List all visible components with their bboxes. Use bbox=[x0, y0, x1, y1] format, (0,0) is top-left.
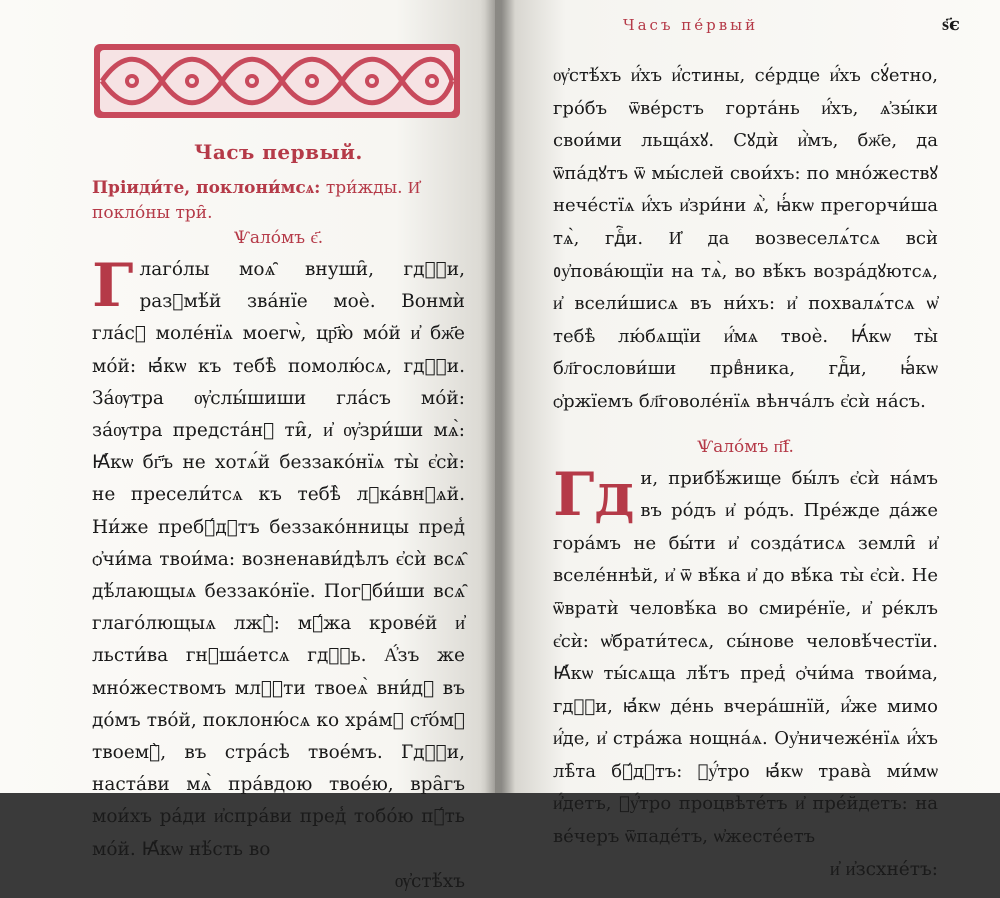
psalm-heading-89: Ѱало́мъ п҃f. bbox=[697, 436, 794, 457]
drop-cap-right: Гд bbox=[553, 459, 635, 530]
running-head: Часъ пе́рвый bbox=[623, 16, 759, 34]
invitation-text: Пріиди́те, поклони́мсѧ: bbox=[92, 178, 321, 198]
psalm-89-text bbox=[553, 459, 938, 854]
catchword-right: и҆ и҆зсхне́тъ: bbox=[829, 858, 938, 880]
psalm-heading-5: Ѱало́мъ є҃. bbox=[233, 228, 324, 248]
drop-cap: Г bbox=[92, 251, 134, 321]
psalm-5-continuation: ѹ҆стѣ́хъ и҆́хъ и҆́стины, се́рдце и҆́хъ сꙋ́етно, гро́бъ ѿве́рстъ горта́нь и҆́хъ, ѧ҆зы́ки свои́ми льща́хꙋ. Сꙋдѝ и҆̀мъ, бж҃е, да ѿпа́дꙋтъ ѿ мы́слей свои́хъ: по мно́жествꙋ нече́стїѧ и҆́хъ и҆зри́ни ѧ҆̀, ꙗ҆́кѡ прегорчи́ша тѧ̀, гдⷭ҇и. И҆ да возвеселѧ́тсѧ всѝ ᲂу҆пова́ющїи на тѧ̀, во вѣ́къ возра́дꙋютсѧ, и҆ всели́шисѧ въ ни́хъ: и҆ похвалѧ́тсѧ ѡ҆ тебѣ̀ лю́бѧщїи и҆́мѧ твоѐ. Ꙗ҆́кѡ ты̀ бл҃гослови́ши првⷣника, гдⷭ҇и, ꙗ҆́кѡ ѻ҆ржїемъ бл҃говоле́нїѧ вѣнча́лъ є҆сѝ на́съ. bbox=[553, 65, 938, 412]
page-number: ѕ҃є bbox=[942, 14, 960, 35]
ornamental-headpiece bbox=[92, 42, 462, 120]
psalm-5-text bbox=[92, 251, 465, 866]
chapter-title: Часъ первый. bbox=[194, 140, 363, 164]
psalm-89-body: и, прибѣ́жище бы́лъ є҆сѝ на́мъ въ ро́дъ и҆ ро́дъ. Пре́жде да́же гора́мъ не бы́ти и҆ созда́тисѧ земли̑ и҆ вселе́ннѣй, и҆ ѿ вѣ́ка и҆ до вѣ́ка ты̀ є҆сѝ. Не ѿвратѝ человѣ́ка во смире́нїе, и҆ ре́клъ є҆сѝ: ѡ҆брати́тесѧ, сы́нове человѣ́честїи. Ꙗ҆́кѡ ты́сѧща лѣ́тъ пред̾ ѻ҆чи́ма твои́ма, гдⷭ҇и, ꙗ҆́кѡ де́нь вчера́шнїй, и҆́же мимо и҆́де, и҆ стра́жа нощна́ѧ. Оу҆ничеже́нїѧ и҆́хъ лѣ̑та бꙋ́дꙋтъ: ᲂу҆́тро ꙗ҆́кѡ трава̀ ми́мѡ и҆́детъ, ᲂу҆́тро процвѣте́тъ и҆ пре́йдетъ: на ве́черъ ѿпаде́тъ, ѡ҆жесте́етъ bbox=[553, 467, 938, 848]
left-page bbox=[0, 0, 495, 892]
catchword: ѹ҆стѣ́хъ bbox=[394, 870, 465, 892]
psalm-5-body: лаго́лы моѧ̑ внуши̑, гдⷭ҇и, разꙋмѣ́й зва́нїе моѐ. Вонмѝ гла́сꙋ моле́нїѧ моегѡ̀, цр҃ю̀ мо́й и҆ бж҃е мо́й: ꙗ҆́кѡ къ тебѣ̀ помолю́сѧ, гдⷭ҇и. За́ѹтра ѹ҆слы́шиши гла́съ мо́й: за́ѹтра предста́нꙋ ти̑, и҆ ѹ҆зри́ши мѧ̀: Ꙗ҆́кѡ бг҃ъ не хотѧ́й беззако́нїѧ ты̀ є҆сѝ: не пресели́тсѧ къ тебѣ̀ лꙋка́внꙋѧй. Ни́же пребꙋ́дꙋтъ беззако́нницы пред̾ ѻ҆чи́ма твои́ма: возненави́дѣлъ є҆сѝ всѧ̑ дѣ́лающыѧ беззако́нїе. Погꙋби́ши всѧ̑ глаго́лющыѧ лжꙋ̀: мꙋ́жа крове́й и҆ льсти́ва гнꙋша́етсѧ гдⷭ҇ь. А҆́зъ же мно́жествомъ млⷭ҇ти твоеѧ̀ вни́дꙋ въ до́мъ тво́й, поклоню́сѧ ко хра́мꙋ ст҃о́мꙋ твоемꙋ̀, въ стра́сѣ твое́мъ. Гдⷭ҇и, наста́ви мѧ̀ пра́вдою твое́ю, вра̑гъ мои́хъ ра́ди и҆спра́ви пред̾ тобо́ю пꙋ́ть мо́й. Ꙗ҆́кѡ нѣ́сть во bbox=[92, 259, 465, 860]
right-page bbox=[495, 0, 1000, 880]
invitation-line bbox=[92, 176, 465, 226]
invitation-rubric: три́жды. И҆ покло́ны три̑. bbox=[92, 178, 421, 223]
right-page-body bbox=[553, 0, 938, 886]
